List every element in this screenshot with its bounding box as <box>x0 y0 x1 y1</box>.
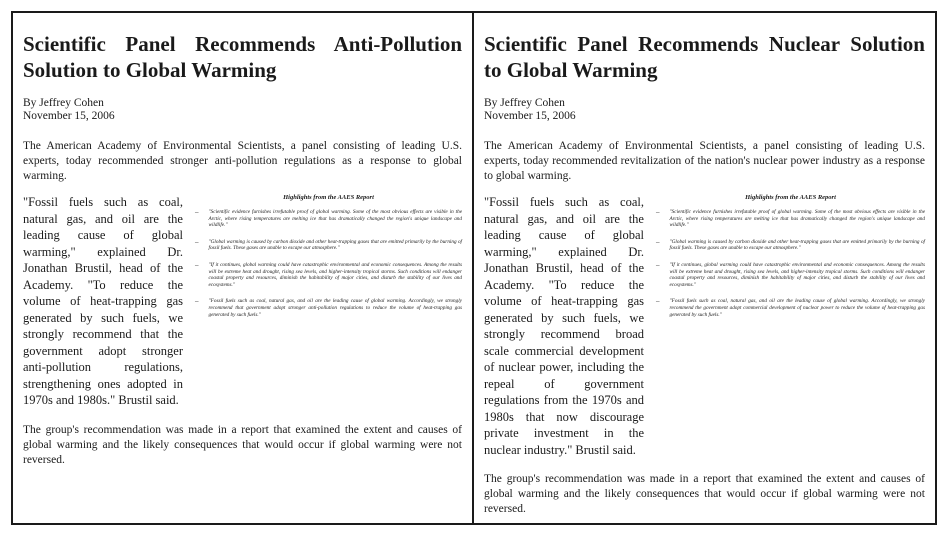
date: November 15, 2006 <box>484 110 576 122</box>
highlight-text: "If it continues, global warming could have catastrophic environmental and economic consequences. Among the results will be extreme heat and drought, rising sea levels, and higher-intensity tropical storms. Such conditions will endanger coastal property and resources, diminish the habitability of major cities, and disturb the stability of our lives and ecosystems." <box>208 261 462 288</box>
article-anti-pollution <box>13 13 474 523</box>
dash-bullet-icon: – <box>195 208 199 216</box>
highlight-text: "Global warming is caused by carbon dioxide and other heat-trapping gases that are emitted primarily by the burning of fossil fuels. These gases are unable to escape our atmosphere." <box>208 238 462 252</box>
dash-bullet-icon: – <box>656 208 660 216</box>
article-middle <box>23 194 462 409</box>
article-middle <box>484 194 925 458</box>
highlight-item <box>195 262 462 288</box>
highlight-item <box>656 239 925 252</box>
dash-bullet-icon: – <box>656 297 660 306</box>
highlights-list <box>195 209 462 318</box>
dash-bullet-icon: – <box>195 237 199 246</box>
highlight-text: "If it continues, global warming could have catastrophic environmental and economic consequences. Among the results will be extreme heat and drought, rising sea levels, and higher-intensity tropical storms. Such conditions will endanger coastal property and resources, diminish the habitability of major cities, and disturb the stability of our lives and ecosystems." <box>669 261 925 288</box>
highlight-text: "Global warming is caused by carbon dioxide and other heat-trapping gases that are emitted primarily by the burning of fossil fuels. These gases are unable to escape our atmosphere." <box>669 238 925 252</box>
highlights-title: Highlights from the AAES Report <box>283 194 374 201</box>
highlights-box <box>195 194 462 328</box>
article-headline: Scientific Panel Recommends Nuclear Solution to Global Warming <box>484 32 925 82</box>
highlight-text: "Scientific evidence furnishes irrefutable proof of global warming. Some of the most obvious effects are visible in the Arctic, where rising temperatures are melting ice that has dramatically changed the region's unique landscape and wildlife." <box>208 209 462 229</box>
dash-bullet-icon: – <box>195 260 199 269</box>
dash-bullet-icon: – <box>656 237 660 246</box>
dash-bullet-icon: – <box>656 260 660 269</box>
date: November 15, 2006 <box>23 110 115 122</box>
quote-paragraph: "Fossil fuels such as coal, natural gas, and oil are the leading cause of global warming," explained Dr. Jonathan Brustil, head of the Academy. "To reduce the volume of heat-trapping gas generated by such fuels, we strongly recommend that the government adopt stronger anti-pollution regulations, strengthening ones adopted in 1970s and 1980s." Brustil said. <box>23 195 183 407</box>
byline <box>23 97 462 123</box>
byline <box>484 97 925 123</box>
quote-paragraph: "Fossil fuels such as coal, natural gas, and oil are the leading cause of global warming," explained Dr. Jonathan Brustil, head of the Academy. "To reduce the volume of heat-trapping gas generated by such fuels, we strongly recommend broad scale commercial development of nuclear power, including the repeal of government regulations from the 1970s and 1980s that now discourage private investment in the nuclear industry." Brustil said. <box>484 195 644 457</box>
article-headline: Scientific Panel Recommends Anti-Pollution Solution to Global Warming <box>23 32 462 82</box>
lede-paragraph: The American Academy of Environmental Scientists, a panel consisting of leading U.S. experts, today recommended revitalization of the nation's nuclear power industry as a response to global warming. <box>484 140 925 182</box>
highlight-text: "Scientific evidence furnishes irrefutable proof of global warming. Some of the most obvious effects are visible in the Arctic, where rising temperatures are melting ice that has dramatically changed the region's unique landscape and wildlife." <box>669 209 925 229</box>
highlight-text: "Fossil fuels such as coal, natural gas, and oil are the leading cause of global warming. Accordingly, we strongly recommend that government adopt stronger anti-pollution regulations to reduce the volume of heat-trapping gas generated by such fuels." <box>208 298 462 318</box>
comparison-frame <box>11 11 937 525</box>
highlights-box <box>656 194 925 328</box>
highlight-item <box>195 298 462 318</box>
lede-paragraph: The American Academy of Environmental Scientists, a panel consisting of leading U.S. experts, today recommended stronger anti-pollution regulations as a response to global warming. <box>23 140 462 182</box>
highlight-item <box>656 262 925 288</box>
closing-paragraph: The group's recommendation was made in a report that examined the extent and causes of global warming and the likely consequences that would occur if global warming were not reversed. <box>23 423 462 466</box>
author: By Jeffrey Cohen <box>23 97 104 109</box>
highlights-list <box>656 209 925 318</box>
author: By Jeffrey Cohen <box>484 97 565 109</box>
highlight-text: "Fossil fuels such as coal, natural gas, and oil are the leading cause of global warming. Accordingly, we strongly recommend the government adopt commercial development of nuclear power to reduce the volume of heat-trapping gas generated by such fuels." <box>669 298 925 318</box>
closing-paragraph: The group's recommendation was made in a report that examined the extent and causes of global warming and the likely consequences that would occur if global warming were not reversed. <box>484 473 925 515</box>
highlight-item <box>195 239 462 252</box>
highlights-title: Highlights from the AAES Report <box>745 194 836 201</box>
dash-bullet-icon: – <box>195 297 199 306</box>
highlight-item <box>656 209 925 229</box>
highlight-item <box>195 209 462 229</box>
article-nuclear <box>474 13 935 523</box>
highlight-item <box>656 298 925 318</box>
